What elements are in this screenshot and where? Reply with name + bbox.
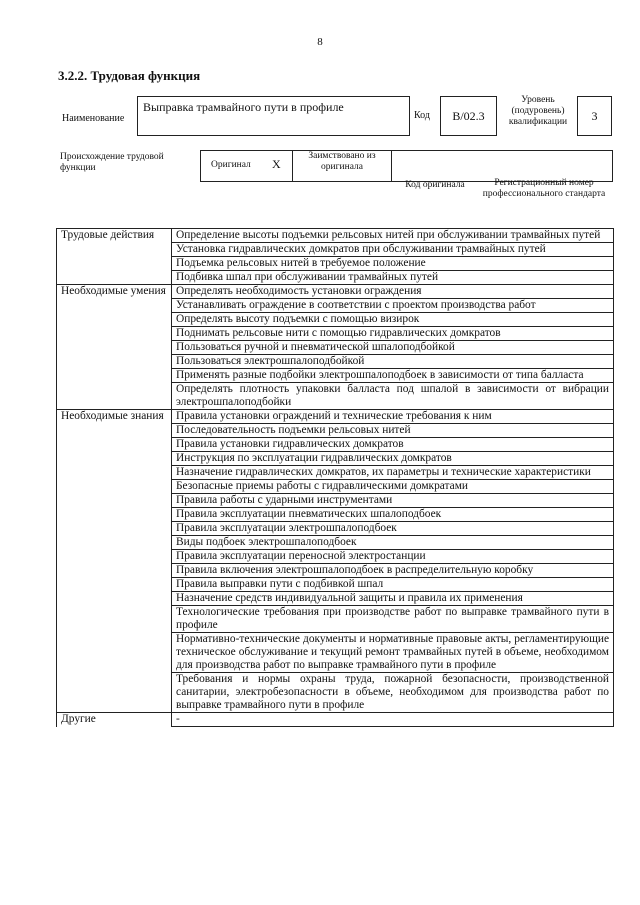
- table-row: [57, 271, 614, 285]
- code-value: B/02.3: [440, 96, 497, 136]
- table-row: [57, 341, 614, 355]
- requirement-item: Виды подбоек электрошпалоподбоек: [172, 536, 614, 550]
- category-cell: [57, 508, 172, 522]
- category-cell: [57, 564, 172, 578]
- category-cell: [57, 673, 172, 713]
- category-cell: [57, 257, 172, 271]
- category-label: Необходимые знания: [57, 410, 172, 424]
- function-name-value: Выправка трамвайного пути в профиле: [137, 96, 410, 136]
- table-row: [57, 257, 614, 271]
- requirement-item: Правила работы с ударными инструментами: [172, 494, 614, 508]
- requirement-item: Подбивка шпал при обслуживании трамвайных путей: [172, 271, 614, 285]
- requirement-item: Поднимать рельсовые нити с помощью гидравлических домкратов: [172, 327, 614, 341]
- category-cell: [57, 466, 172, 480]
- category-label: Трудовые действия: [57, 229, 172, 243]
- requirement-item: Нормативно-технические документы и нормативные правовые акты, регламентирующие техническое обслуживание и текущий ремонт трамвайных путей в объеме, необходимом для производства работ по выправке трамвайного пути в профиле: [172, 633, 614, 673]
- code-original-label: Код оригинала: [405, 180, 465, 190]
- requirement-item: Безопасные приемы работы с гидравлическими домкратами: [172, 480, 614, 494]
- requirement-item: Правила эксплуатации электрошпалоподбоек: [172, 522, 614, 536]
- borrowed-label: Заимствовано из оригинала: [292, 151, 392, 181]
- table-row: [57, 410, 614, 424]
- requirement-item: Применять разные подбойки электрошпалоподбоек в зависимости от типа балласта: [172, 369, 614, 383]
- requirement-item: Правила установки ограждений и технические требования к ним: [172, 410, 614, 424]
- table-row: [57, 243, 614, 257]
- table-row: [57, 285, 614, 299]
- category-cell: [57, 243, 172, 257]
- requirement-item: Назначение средств индивидуальной защиты и правила их применения: [172, 592, 614, 606]
- requirement-item: Последовательность подъемки рельсовых нитей: [172, 424, 614, 438]
- table-row: [57, 592, 614, 606]
- table-row: [57, 229, 614, 243]
- category-cell: [57, 452, 172, 466]
- table-row: [57, 369, 614, 383]
- category-cell: [57, 327, 172, 341]
- table-row: [57, 438, 614, 452]
- requirement-item: Определять высоту подъемки с помощью визирок: [172, 313, 614, 327]
- requirement-item: Правила установки гидравлических домкратов: [172, 438, 614, 452]
- category-cell: [57, 313, 172, 327]
- requirement-item: Инструкция по эксплуатации гидравлических домкратов: [172, 452, 614, 466]
- requirement-item: Пользоваться электрошпалоподбойкой: [172, 355, 614, 369]
- category-cell: [57, 355, 172, 369]
- table-row: [57, 673, 614, 713]
- category-cell: [57, 606, 172, 633]
- requirement-item: Правила выправки пути с подбивкой шпал: [172, 578, 614, 592]
- requirement-item: Назначение гидравлических домкратов, их параметры и технические характеристики: [172, 466, 614, 480]
- requirement-item: Определять необходимость установки ограждения: [172, 285, 614, 299]
- category-cell: [57, 522, 172, 536]
- requirement-item: Определение высоты подъемки рельсовых нитей при обслуживании трамвайных путей: [172, 229, 614, 243]
- table-row: [57, 564, 614, 578]
- category-cell: [57, 592, 172, 606]
- table-row: [57, 424, 614, 438]
- requirement-item: Требования и нормы охраны труда, пожарной безопасности, производственной санитарии, электробезопасности в объеме, необходимом для производства работ по выправке трамвайного пути в профиле: [172, 673, 614, 713]
- category-cell: [57, 633, 172, 673]
- category-cell: [57, 536, 172, 550]
- category-label: Другие: [57, 713, 172, 727]
- table-row: [57, 494, 614, 508]
- category-label: Необходимые умения: [57, 285, 172, 299]
- section-title: 3.2.2. Трудовая функция: [58, 68, 201, 83]
- table-row: [57, 522, 614, 536]
- requirement-item: Правила включения электрошпалоподбоек в распределительную коробку: [172, 564, 614, 578]
- table-row: [57, 550, 614, 564]
- category-cell: [57, 578, 172, 592]
- category-cell: [57, 494, 172, 508]
- category-cell: [57, 550, 172, 564]
- category-cell: [57, 438, 172, 452]
- category-cell: [57, 383, 172, 410]
- category-cell: [57, 299, 172, 313]
- table-row: [57, 313, 614, 327]
- qualification-level-value: 3: [577, 96, 612, 136]
- original-label: Оригинал: [211, 160, 251, 170]
- category-cell: [57, 271, 172, 285]
- table-row: [57, 355, 614, 369]
- category-cell: [57, 480, 172, 494]
- table-row: [57, 452, 614, 466]
- requirement-item: Правила эксплуатации переносной электростанции: [172, 550, 614, 564]
- origin-label: Происхождение трудовой функции: [60, 152, 164, 173]
- requirement-item: Определять плотность упаковки балласта под шпалой в зависимости от вибрации электрошпалоподбойки: [172, 383, 614, 410]
- table-row: [57, 536, 614, 550]
- table-row: [57, 480, 614, 494]
- requirement-item: Устанавливать ограждение в соответствии с проектом производства работ: [172, 299, 614, 313]
- table-row: [57, 606, 614, 633]
- page-number: 8: [317, 36, 323, 48]
- code-label: Код: [414, 110, 430, 121]
- category-cell: [57, 369, 172, 383]
- table-row: [57, 713, 614, 727]
- category-cell: [57, 424, 172, 438]
- table-row: [57, 327, 614, 341]
- requirement-item: -: [172, 713, 614, 727]
- table-row: [57, 633, 614, 673]
- requirement-item: Технологические требования при производстве работ по выправке трамвайного пути в профиле: [172, 606, 614, 633]
- original-mark: X: [272, 157, 281, 171]
- requirement-item: Установка гидравлических домкратов при обслуживании трамвайных путей: [172, 243, 614, 257]
- qualification-level-label: Уровень (подуровень) квалификации: [508, 95, 568, 127]
- category-cell: [57, 341, 172, 355]
- table-row: [57, 508, 614, 522]
- table-row: [57, 466, 614, 480]
- table-row: [57, 578, 614, 592]
- requirement-item: Правила эксплуатации пневматических шпалоподбоек: [172, 508, 614, 522]
- table-row: [57, 299, 614, 313]
- requirement-item: Пользоваться ручной и пневматической шпалоподбойкой: [172, 341, 614, 355]
- requirement-item: Подъемка рельсовых нитей в требуемое положение: [172, 257, 614, 271]
- name-label: Наименование: [62, 113, 125, 124]
- function-details-table: [56, 228, 614, 727]
- table-row: [57, 383, 614, 410]
- registration-number-label: Регистрационный номер профессионального стандарта: [482, 178, 606, 199]
